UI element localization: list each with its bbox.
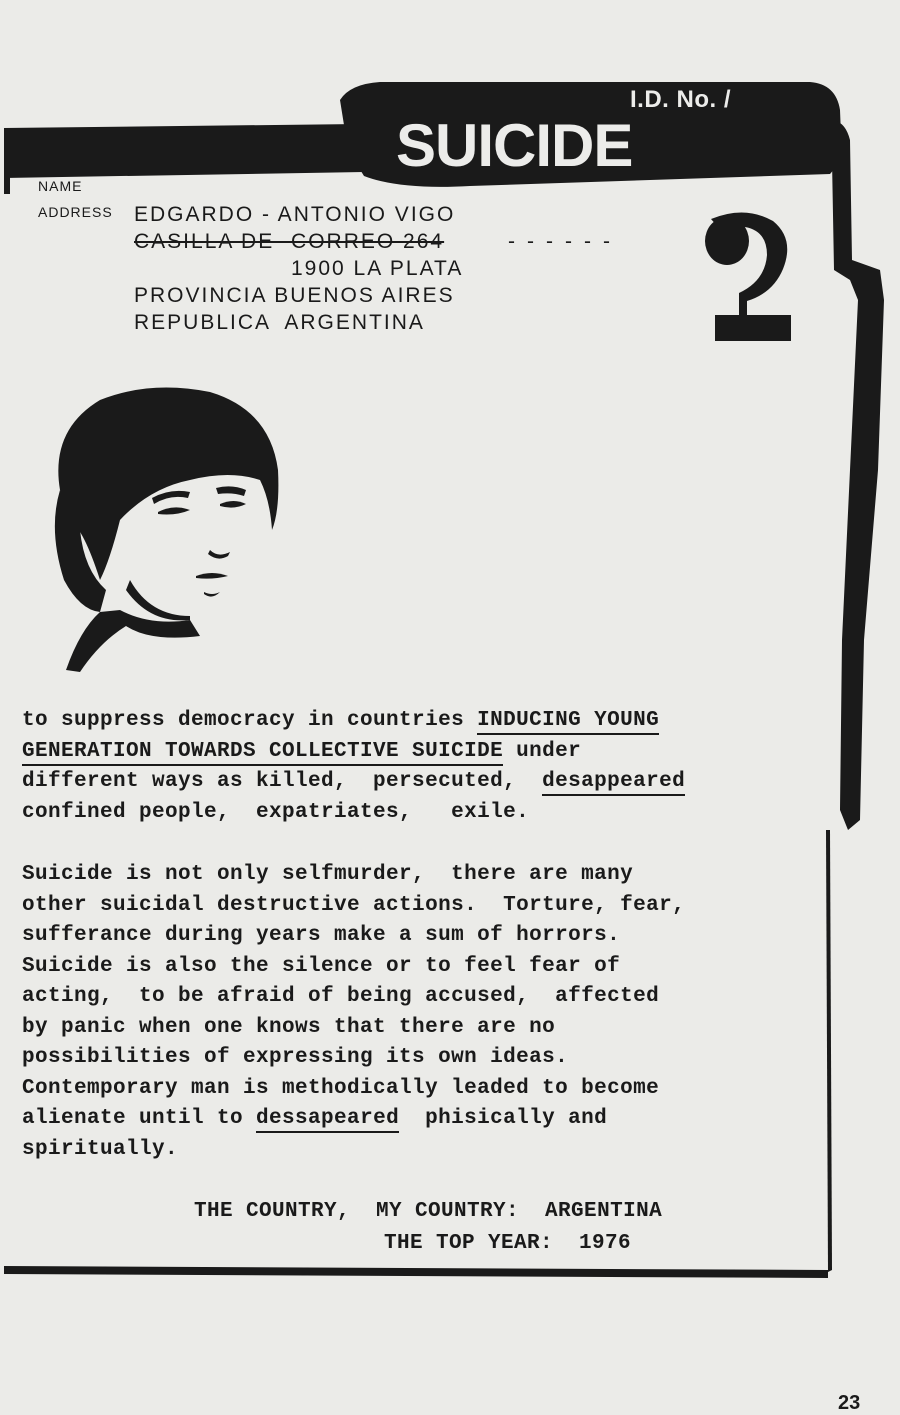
text-line: to suppress democracy in countries INDUCING YOUNG <box>22 706 842 737</box>
text-line: Suicide is also the silence or to feel fear of <box>22 954 621 978</box>
country-line: THE COUNTRY, MY COUNTRY: ARGENTINA <box>194 1200 663 1223</box>
question-mark-text: ? <box>805 345 806 346</box>
text-line: different ways as killed, persecuted, desappeared <box>22 767 842 798</box>
text-line: Contemporary man is methodically leaded to become <box>22 1076 660 1100</box>
page-number: 23 <box>838 1392 861 1414</box>
top-year-line: THE TOP YEAR: 1976 <box>384 1232 632 1255</box>
address-line-province: PROVINCIA BUENOS AIRES <box>134 284 455 307</box>
text-line: sufferance during years make a sum of horrors. <box>22 924 621 947</box>
card-top-border <box>4 124 364 178</box>
text-line: GENERATION TOWARDS COLLECTIVE SUICIDE under <box>22 737 842 768</box>
text-line: possibilities of expressing its own ideas. <box>22 1046 569 1069</box>
text-line: confined people, expatriates, exile. <box>22 800 530 824</box>
portrait-hair <box>58 388 278 581</box>
name-label: NAME <box>38 178 83 194</box>
paragraph-collective-suicide <box>22 706 842 828</box>
text-line: alienate until to dessapeared phisically and <box>22 1104 842 1135</box>
text-line: spiritually. <box>22 1137 179 1161</box>
paragraph-suicide-definition <box>22 860 842 1165</box>
question-mark-glyph <box>695 205 805 345</box>
address-line-postbox: CASILLA DE -CORREO 264 <box>134 230 445 253</box>
address-dashes: ------ <box>508 230 622 253</box>
address-line-city: 1900 LA PLATA <box>291 257 464 280</box>
text-line: acting, to be afraid of being accused, affected <box>22 985 660 1008</box>
address-label: ADDRESS <box>38 204 113 220</box>
card-title: SUICIDE <box>396 112 633 179</box>
card-bottom-border <box>4 1266 828 1278</box>
text-line: by panic when one knows that there are no <box>22 1015 556 1039</box>
portrait-illustration <box>40 380 290 680</box>
address-line-country: REPUBLICA ARGENTINA <box>134 311 425 334</box>
address-line-name: EDGARDO - ANTONIO VIGO <box>134 203 456 226</box>
id-number-label: I.D. No. / <box>630 86 731 113</box>
card-left-border <box>4 128 10 194</box>
text-line: Suicide is not only selfmurder, there are many <box>22 863 634 886</box>
text-line: other suicidal destructive actions. Torture, fear, <box>22 893 686 917</box>
